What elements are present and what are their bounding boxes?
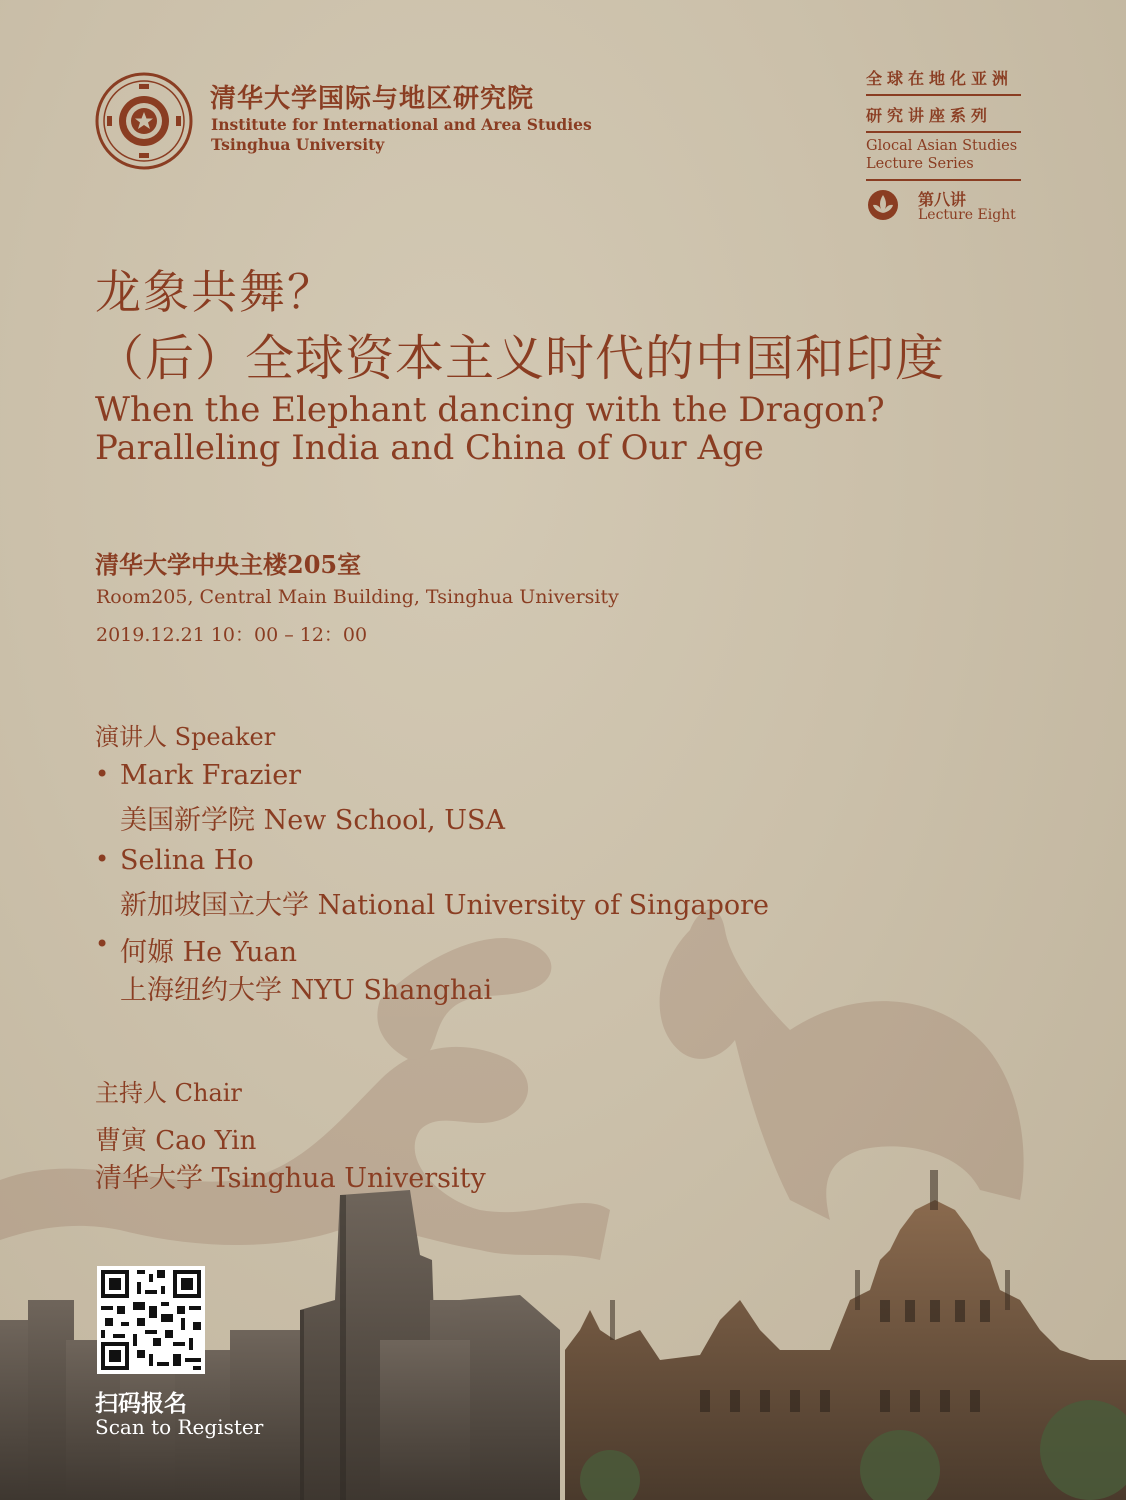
title-cn-line1: 龙象共舞？: [95, 265, 335, 319]
title-cn-line2: （后）全球资本主义时代的中国和印度: [95, 330, 946, 387]
chair-heading: 主持人 Chair: [95, 1079, 242, 1107]
venue-cn: 清华大学中央主楼205室: [95, 550, 362, 579]
bullet: •: [95, 845, 110, 873]
speaker-affiliation: 上海纽约大学 NYU Shanghai: [120, 975, 493, 1006]
university-name-en: Tsinghua University: [211, 135, 385, 154]
institute-name-cn: 清华大学国际与地区研究院: [210, 84, 535, 114]
lecture-number-cn: 第八讲: [918, 190, 967, 209]
speaker-name: Mark Frazier: [120, 760, 302, 791]
scan-label-cn: 扫码报名: [95, 1390, 187, 1417]
qr-code-icon[interactable]: [97, 1266, 205, 1374]
title-en-line1: When the Elephant dancing with the Dragon?: [95, 390, 885, 430]
lecture-number-en: Lecture Eight: [918, 207, 1016, 223]
bullet: •: [95, 930, 110, 958]
institute-name-en: Institute for International and Area Studies: [211, 115, 592, 134]
speaker-name: 何嫄 He Yuan: [120, 937, 298, 968]
series-title-cn-line2: 研究讲座系列: [866, 106, 993, 125]
speaker-affiliation: 美国新学院 New School, USA: [120, 805, 505, 836]
series-title-en-line1: Glocal Asian Studies: [866, 138, 1018, 154]
chair-affiliation: 清华大学 Tsinghua University: [95, 1163, 486, 1194]
title-en-line2: Paralleling India and China of Our Age: [95, 428, 764, 468]
series-title-cn-line1: 全球在地化亚洲: [866, 69, 1014, 88]
speakers-heading: 演讲人 Speaker: [95, 723, 276, 751]
scan-label-en: Scan to Register: [95, 1415, 264, 1439]
series-title-en-line2: Lecture Series: [866, 156, 974, 172]
bullet: •: [95, 760, 110, 788]
event-datetime: 2019.12.21 10：00 – 12：00: [96, 624, 368, 646]
speaker-affiliation: 新加坡国立大学 National University of Singapore: [120, 890, 770, 921]
chair-name: 曹寅 Cao Yin: [95, 1126, 257, 1156]
speaker-name: Selina Ho: [120, 845, 254, 876]
venue-en: Room205, Central Main Building, Tsinghua University: [96, 586, 619, 608]
